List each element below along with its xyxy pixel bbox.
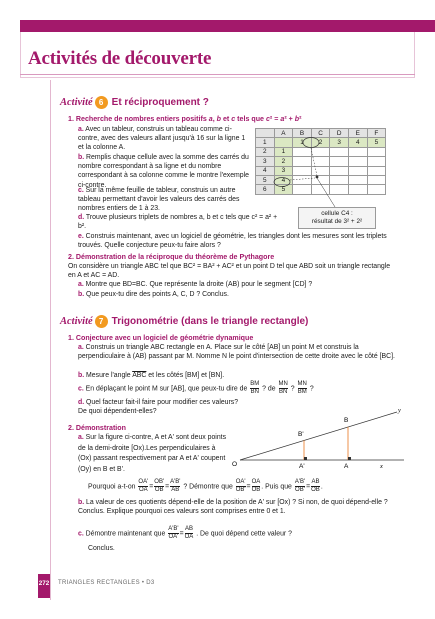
row-number: 4 [256, 166, 275, 175]
cell: 3 [330, 138, 349, 147]
cell: 5 [367, 138, 386, 147]
numerator: A'B' [294, 479, 306, 485]
guide-line [311, 148, 317, 176]
row-number: 2 [256, 147, 275, 156]
item-2b [78, 498, 400, 516]
fraction [279, 381, 288, 396]
item-label: a. [78, 281, 84, 288]
cell: 1 [293, 138, 312, 147]
item-text: Construis maintenant, avec un logiciel de géométrie, les triangles dont les mesures sont les triplets trouvés. Quelle conjecture peux-tu faire alors ? [78, 233, 387, 250]
thales-figure [232, 402, 412, 474]
item-text: ? [290, 385, 295, 393]
cell: 2 [274, 157, 293, 166]
item-label: d. [78, 214, 85, 221]
denominator: OB [154, 487, 164, 493]
label-y: y [398, 407, 401, 414]
denominator: AB [171, 487, 180, 493]
cell: 5 [274, 185, 293, 194]
fraction [138, 479, 148, 494]
header-cell: C [311, 129, 330, 138]
item-text: Que peux-tu dire des points A, C, D ? Conclus. [86, 291, 229, 298]
cell: 1 [274, 147, 293, 156]
fraction [185, 526, 194, 541]
numerator: AB [184, 526, 193, 532]
denominator: BN [279, 389, 288, 395]
callout-pointer [317, 178, 335, 207]
item-2a [78, 433, 228, 475]
header-cell: B [293, 129, 312, 138]
item-2c: c. Démontre maintenant que $\frac{A'B'}{OA'}$ = $\frac{AB}{OA}$ . De quoi dépend cette valeur ? [78, 526, 292, 540]
fraction [298, 381, 307, 396]
chapter-footer: TRIANGLES RECTANGLES • D3 [58, 580, 155, 586]
numerator: A'B' [170, 479, 181, 485]
item-text: Montre que BD=BC. Que représente la droite (AB) pour le segment [CD] ? [85, 281, 313, 288]
item-text: Construis un triangle ABC rectangle en A. Place sur le côté [AB] un point M et construis la perpendiculaire à (AB) passant par M. Nomme N le point d'intersection de cette droite avec le côté [BC]. [78, 344, 395, 361]
fraction [250, 381, 259, 396]
activity-7-heading [60, 315, 308, 328]
activity-word: Activité [60, 97, 93, 108]
item-b [78, 153, 250, 190]
header-cell: D [330, 129, 349, 138]
numerator: OA' [235, 479, 246, 485]
item-2a-questions: Pourquoi a-t-on $\frac{OA'}{OA}$ = $\frac{OB'}{OB}$ = $\frac{A'B'}{AB}$ ? Démontre que $\frac{OA'}{OB'}$ = $\frac{OA}{OB}$ . Puis que $\frac{A'B'}{OB'}$ = $\frac{AB}{OB}$ . [88, 479, 323, 493]
activity-number-badge: 7 [95, 315, 108, 328]
highlight-ellipse-a5 [274, 178, 290, 187]
right-angle-mark [304, 457, 307, 460]
item-text: La valeur de ces quotients dépend-elle de la position de A' sur [Ox) ? Si non, de quoi dépend-elle ? Conclus. Explique pourquoi ces valeurs sont comprises entre 0 et 1. [78, 499, 388, 516]
activity-title: Trigonométrie (dans le triangle rectangle) [111, 316, 309, 327]
denominator: BM [297, 389, 307, 395]
highlight-ellipse-c1 [303, 138, 319, 148]
cell-c4-marker [316, 176, 319, 179]
cell-callout [298, 207, 376, 229]
page-number: 272 [38, 580, 50, 587]
denominator: OB [251, 487, 261, 493]
cell: 4 [348, 138, 367, 147]
numerator: OB' [154, 479, 165, 485]
label-b-prime: B' [298, 431, 304, 438]
item-c [78, 186, 250, 214]
numerator: A'B' [168, 526, 179, 532]
item-b [78, 371, 398, 380]
right-angle-mark [348, 457, 351, 460]
denominator: OB [311, 487, 320, 493]
cell: 3 [274, 166, 293, 175]
item-a [78, 125, 250, 153]
item-text: Mesure l'angle [86, 372, 131, 379]
row-number: 6 [256, 185, 275, 194]
item-text: En déplaçant le point M sur [AB], que peux-tu dire de [85, 385, 248, 393]
item-2b [78, 290, 398, 299]
item-d [78, 398, 243, 416]
cell: 4 [274, 175, 293, 184]
activity-number-badge: 6 [95, 96, 108, 109]
row-number: 3 [256, 157, 275, 166]
fraction [168, 526, 178, 541]
page-title: Activités de découverte [28, 48, 212, 69]
fraction [236, 479, 246, 494]
item-text: ? de [262, 385, 276, 393]
item-text: Remplis chaque cellule avec la somme des carrés du nombre correspondant à sa ligne et du nombre correspondant à sa colonne comme le montre l'exemple ci-contre. [78, 154, 249, 189]
item-d [78, 213, 278, 231]
item-label: a. [78, 126, 84, 133]
label-a-prime: A' [299, 463, 305, 470]
item-label: c. [78, 530, 84, 538]
numerator: AB [311, 479, 320, 485]
item-label: b. [78, 372, 85, 379]
item-text: Pourquoi a-t-on [88, 483, 136, 491]
denominator: OA [184, 534, 194, 540]
label-a: A [344, 463, 349, 470]
ray-oy [240, 412, 397, 460]
header-cell: F [367, 129, 386, 138]
numerator: OA [251, 479, 261, 485]
header-cell: A [274, 129, 293, 138]
denominator: OB' [235, 487, 246, 493]
item-2a [78, 280, 398, 289]
item-a [78, 343, 398, 361]
item-label: c. [78, 385, 84, 393]
section-1-title: 1. Recherche de nombres entiers positifs a, b et c tels que c² = a² + b² [68, 115, 302, 123]
fraction [252, 479, 261, 494]
item-label: a. [78, 344, 84, 351]
numerator: MN [297, 381, 307, 387]
denominator: OA' [168, 534, 179, 540]
item-text: . Puis que [261, 483, 292, 491]
label-o: O [232, 461, 238, 468]
item-label: b. [78, 154, 85, 161]
item-text: ? [309, 385, 314, 393]
fraction [154, 479, 164, 494]
callout-line: cellule C4 : [321, 210, 353, 217]
item-label: d. [78, 399, 85, 406]
item-text: . De quoi dépend cette valeur ? [196, 530, 292, 538]
angle-notation: $\overline{ABC}$ [132, 372, 147, 379]
item-text: ? Démontre que [183, 483, 233, 491]
section-2-intro: On considère un triangle ABC tel que BC² = BA² + AC² et un point D tel que ABD soit un triangle rectangle en A et AC = AD. [68, 263, 391, 280]
item-text: Trouve plusieurs triplets de nombres a, b et c tels que c² = a² + b². [78, 214, 278, 231]
numerator: MN [278, 381, 288, 387]
fraction [311, 479, 320, 494]
row-number: 5 [256, 175, 275, 184]
item-label: e. [78, 233, 84, 240]
activity-title: Et réciproquement ? [111, 97, 209, 108]
item-text: Quel facteur fait-il faire pour modifier ces valeurs? De quoi dépendent-elles? [78, 399, 239, 416]
item-label: b. [78, 291, 85, 298]
section-1-title: 1. Conjecture avec un logiciel de géométrie dynamique [68, 334, 254, 342]
item-text: Démontre maintenant que [85, 530, 166, 538]
section-2-title: 2. Démonstration [68, 424, 126, 432]
section-2-title: 2. Démonstration de la réciproque du théorème de Pythagore [68, 253, 275, 261]
item-text: Avec un tableur, construis un tableau comme ci-contre, avec des valeurs allant jusqu'à 16 sur la ligne 1 et la colonne A. [78, 126, 246, 152]
activity-6-heading [60, 96, 209, 109]
header-band [20, 20, 435, 32]
item-text: et les côtés [BM] et [BN]. [148, 372, 225, 379]
fraction [170, 479, 180, 494]
item-label: c. [78, 187, 84, 194]
item-text: Sur la figure ci-contre, A et A' sont deux points de la demi-droite [Ox).Les perpendiculaires à (Ox) passant respectivement par A et A' coupent (Oy) en B et B'. [78, 434, 227, 473]
activity-word: Activité [60, 316, 93, 327]
item-c [78, 381, 398, 396]
header-cell: E [348, 129, 367, 138]
numerator: OA' [138, 479, 149, 485]
item-label: a. [78, 434, 84, 441]
guide-line [290, 178, 315, 180]
item-label: b. [78, 499, 85, 506]
title-divider [20, 74, 415, 75]
denominator: OA [139, 487, 148, 493]
margin-rule [50, 80, 51, 600]
label-x: x [380, 463, 383, 470]
conclusion-text: Conclus. [88, 545, 115, 552]
denominator: BN [250, 389, 259, 395]
callout-line: résultat de 3² + 2² [311, 218, 363, 225]
cell: 2 [311, 138, 330, 147]
item-e [78, 232, 398, 250]
label-b: B [344, 417, 349, 424]
numerator: BM [250, 381, 260, 387]
fraction [295, 479, 305, 494]
spreadsheet-annotations [255, 128, 415, 218]
denominator: OB' [295, 487, 305, 493]
row-number: 1 [256, 138, 275, 147]
item-text: Sur la même feuille de tableur, construis un autre tableau permettant d'avoir les valeurs des carrés des nombres entiers de 1 à 23. [78, 187, 240, 213]
